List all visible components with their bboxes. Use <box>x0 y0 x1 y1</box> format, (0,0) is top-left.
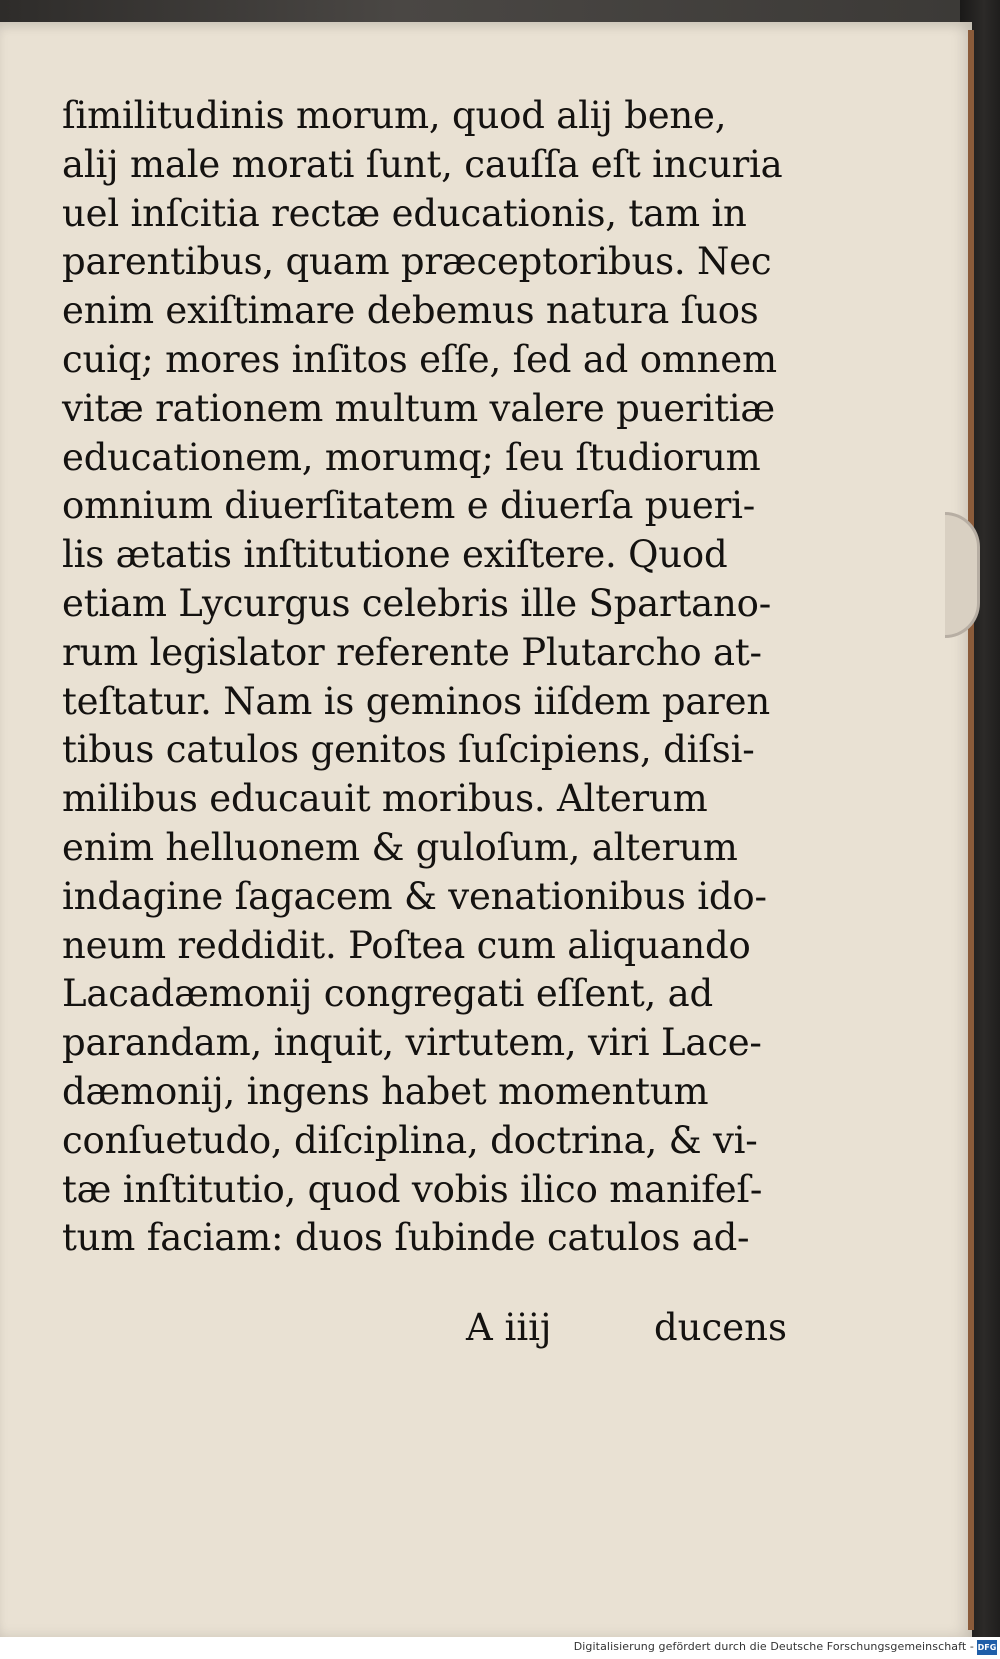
text-line: dæmonij, ingens habet momentum <box>62 1069 709 1113</box>
text-line: Lacadæmonij congregati eſſent, ad <box>62 972 713 1016</box>
dfg-logo: DFG <box>977 1640 997 1655</box>
text-line: parentibus, quam præceptoribus. Nec <box>62 240 772 284</box>
signature-mark: A iiij <box>466 1306 552 1349</box>
page-clasp <box>945 512 980 638</box>
text-line: tibus catulos genitos ſuſcipiens, diſsi- <box>62 728 755 772</box>
text-line: neum reddidit. Poſtea cum aliquando <box>62 923 751 967</box>
text-line: milibus educauit moribus. Alterum <box>62 777 708 821</box>
text-line: tum faciam: duos ſubinde catulos ad- <box>62 1216 750 1260</box>
text-line: indagine ſagacem & venationibus ido- <box>62 874 767 918</box>
text-line: etiam Lycurgus celebris ille Spartano- <box>62 581 772 625</box>
text-line: vitæ rationem multum valere pueritiæ <box>62 386 775 430</box>
text-line: parandam, inquit, virtutem, viri Lace- <box>62 1021 762 1065</box>
text-line: enim exiſtimare debemus natura ſuos <box>62 289 759 333</box>
text-line: educationem, morumq; ſeu ſtudiorum <box>62 435 761 479</box>
text-line: teſtatur. Nam is geminos iiſdem paren <box>62 679 770 723</box>
text-line: lis ætatis inſtitutione exiſtere. Quod <box>62 533 728 577</box>
text-block <box>62 92 797 1263</box>
text-line: ſimilitudinis morum, quod alij bene, <box>62 94 727 137</box>
text-line: omnium diuerſitatem e diuerſa pueri- <box>62 484 756 528</box>
text-line: uel inſcitia rectæ educationis, tam in <box>62 191 747 235</box>
text-line: tæ inſtitutio, quod vobis ilico manifeſ- <box>62 1167 763 1211</box>
catchword: ducens <box>654 1306 787 1349</box>
text-line: conſuetudo, diſciplina, doctrina, & vi- <box>62 1118 758 1162</box>
text-line: alij male morati ſunt, cauſſa eſt incuria <box>62 142 783 186</box>
text-line: rum legislator referente Plutarcho at- <box>62 630 762 674</box>
footer-bar <box>0 1637 1000 1659</box>
page-edge <box>968 30 974 1630</box>
text-line: cuiq; mores inſitos eſſe, ſed ad omnem <box>62 337 777 381</box>
signature-line <box>62 1302 797 1354</box>
text-line: enim helluonem & guloſum, alterum <box>62 825 738 869</box>
footer-credit: Digitalisierung gefördert durch die Deutsche Forschungsgemeinschaft - <box>573 1640 974 1653</box>
